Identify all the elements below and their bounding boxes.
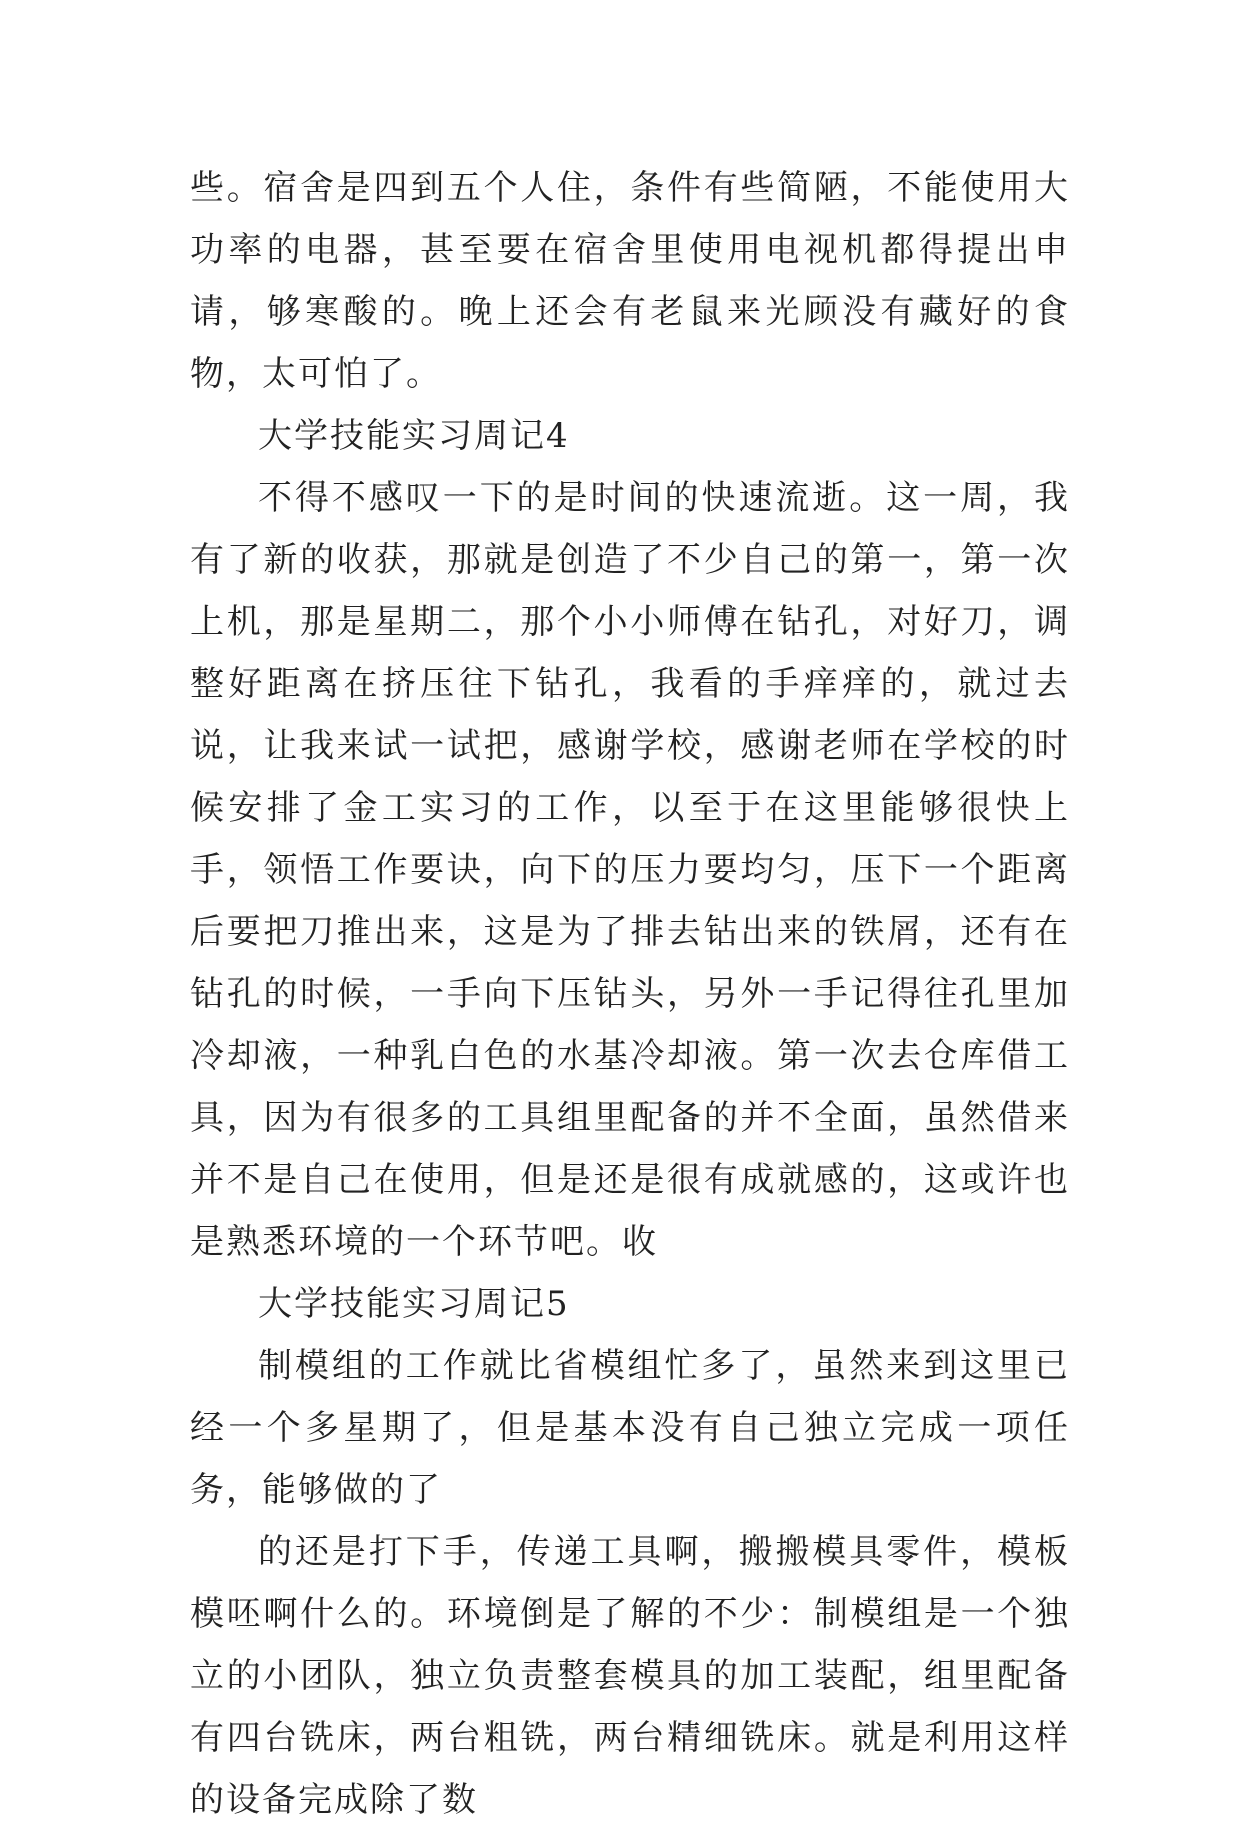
section-heading-4: 大学技能实习周记4 bbox=[258, 416, 570, 456]
section-heading-5: 大学技能实习周记5 bbox=[258, 1284, 570, 1324]
document-body bbox=[190, 157, 1070, 1831]
paragraph-continued: 些。宿舍是四到五个人住，条件有些简陋，不能使用大功率的电器，甚至要在宿舍里使用电视机都得提出申请，够寒酸的。晚上还会有老鼠来光顾没有藏好的食物，太可怕了。 bbox=[190, 168, 1070, 394]
paragraph-5b: 的还是打下手，传递工具啊，搬搬模具零件，模板模呸啊什么的。环境倒是了解的不少：制模组是一个独立的小团队，独立负责整套模具的加工装配，组里配备有四台铣床，两台粗铣，两台精细铣床。就是利用这样的设备完成除了数 bbox=[190, 1532, 1070, 1820]
paragraph-5a: 制模组的工作就比省模组忙多了，虽然来到这里已经一个多星期了，但是基本没有自己独立完成一项任务，能够做的了 bbox=[190, 1346, 1070, 1510]
paragraph-4: 不得不感叹一下的是时间的快速流逝。这一周，我有了新的收获，那就是创造了不少自己的第一，第一次上机，那是星期二，那个小小师傅在钻孔，对好刀，调整好距离在挤压往下钻孔，我看的手痒痒的，就过去说，让我来试一试把，感谢学校，感谢老师在学校的时候安排了金工实习的工作，以至于在这里能够很快上手，领悟工作要诀，向下的压力要均匀，压下一个距离后要把刀推出来，这是为了排去钻出来的铁屑，还有在钻孔的时候，一手向下压钻头，另外一手记得往孔里加冷却液，一种乳白色的水基冷却液。第一次去仓库借工具，因为有很多的工具组里配备的并不全面，虽然借来并不是自己在使用，但是还是很有成就感的，这或许也是熟悉环境的一个环节吧。收 bbox=[190, 478, 1070, 1262]
